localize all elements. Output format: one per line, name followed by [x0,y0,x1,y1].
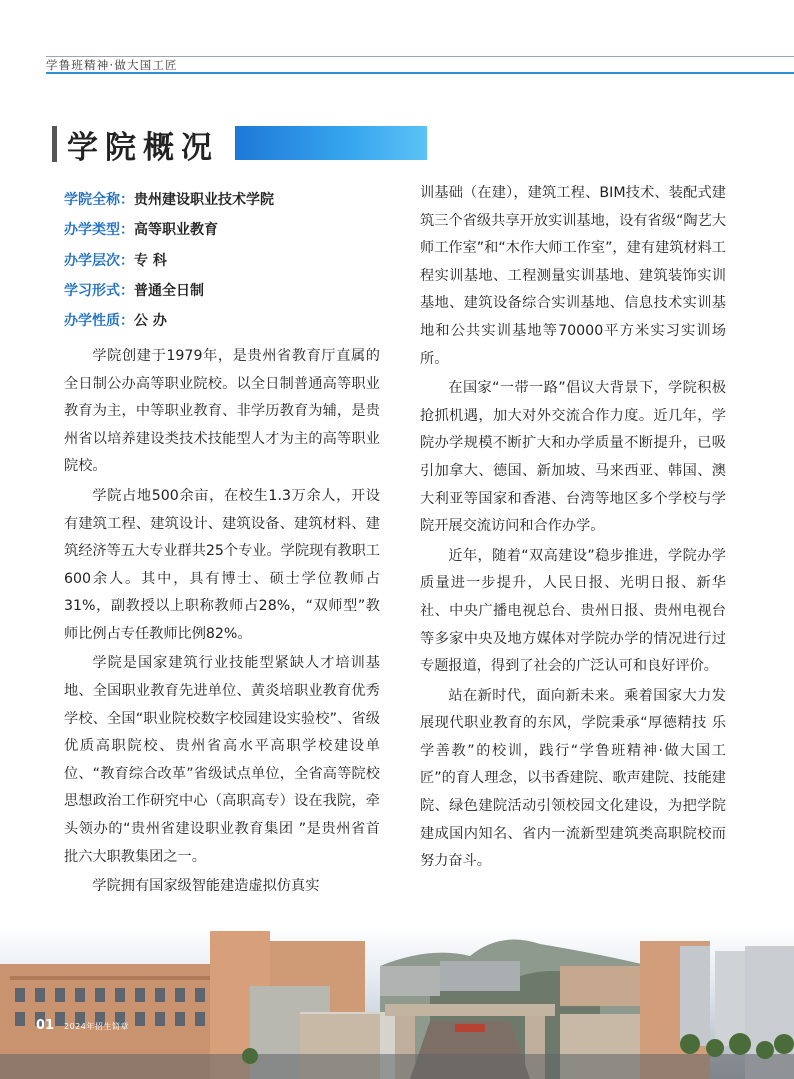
info-row [64,186,380,216]
info-row [64,246,380,276]
body-paragraph: 学院拥有国家级智能建造虚拟仿真实 [92,878,320,895]
info-row [64,277,380,307]
body-paragraph: 学院占地500余亩，在校生1.3万余人，开设有建筑工程、建筑设计、建筑设备、建筑材料、建筑经济等五大专业群共25个专业。学院现有教职工600余人。其中，具有博士、硕士学位教师占31%，副教授以上职称教师占28%，“双师型”教师比例占专任教师比例82%。 [64,487,380,642]
info-key: 学习形式： [64,282,134,299]
info-row [64,216,380,246]
footer-subtitle: 2024年招生简章 [64,1022,129,1031]
page-number: 01 [36,1018,55,1033]
body-paragraph: 学院创建于1979年，是贵州省教育厅直属的全日制公办高等职业院校。以全日制普通高等职业教育为主，中等职业教育、非学历教育为辅，是贵州省以培养建设类技术技能型人才为主的高等职业院校。 [64,347,380,475]
info-row [64,307,380,337]
left-column [64,186,380,901]
body-paragraph: 学院是国家建筑行业技能型紧缺人才培训基地、全国职业教育先进单位、黄炎培职业教育优秀学校、全国“职业院校数字校园建设实验校”、省级优质高职院校、贵州省高水平高职学校建设单位、“教育综合改革”省级试点单位，全省高等院校思想政治工作研究中心（高职高专）设在我院，牵头领办的“贵州省建设职业教育集团 ”是贵州省首批六大职教集团之一。 [64,655,380,865]
info-value: 普通全日制 [134,282,204,299]
campus-photo [0,926,794,1079]
title-marker [52,126,57,162]
header-rule [46,72,794,74]
body-paragraph: 站在新时代，面向新未来。乘着国家大力发展现代职业教育的东风，学院秉承“厚德精技 乐学善教”的校训，践行“学鲁班精神·做大国工匠”的育人理念，以书香建院、歌声建院、技能建院、绿色建院活动引领校园文化建设，为把学院建成国内知名、省内一流新型建筑类高职院校而努力奋斗。 [420,687,726,870]
page-title: 学院概况 [67,129,219,166]
info-key: 办学类型： [64,222,134,239]
body-paragraph-continued: 训基础（在建），建筑工程、BIM技术、装配式建筑三个省级共享开放实训基地，设有省级“陶艺大师工作室”和“木作大师工作室”，建有建筑材料工程实训基地、工程测量实训基地、建筑装饰实训基地、建筑设备综合实训基地、信息技术实训基地和公共实训基地等70000平方米实习实训场所。 [420,185,726,367]
info-key: 办学层次： [64,252,134,269]
info-key: 办学性质： [64,313,134,330]
running-header [46,56,794,72]
info-value: 贵州建设职业技术学院 [134,192,274,209]
info-value: 专 科 [134,252,167,269]
section-title [52,124,219,164]
title-decoration-band [235,126,427,160]
running-header-text: 学鲁班精神·做大国工匠 [46,58,178,72]
right-column [420,180,726,876]
campus-skyline-illustration [0,926,794,1079]
info-value: 公 办 [134,313,167,330]
info-value: 高等职业教育 [134,222,218,239]
info-key: 学院全称： [64,192,134,209]
body-paragraph: 近年，随着“双高建设”稳步推进，学院办学质量进一步提升，人民日报、光明日报、新华社、中央广播电视总台、贵州日报、贵州电视台等多家中央及地方媒体对学院办学的情况进行过专题报道，得到了社会的广泛认可和良好评价。 [420,547,726,675]
body-paragraph: 在国家“一带一路”倡议大背景下，学院积极抢抓机遇，加大对外交流合作力度。近几年，学院办学规模不断扩大和办学质量不断提升，已吸引加拿大、德国、新加坡、马来西亚、韩国、澳大利亚等国家和香港、台湾等地区多个学校与学院开展交流访问和合作办学。 [420,380,726,535]
